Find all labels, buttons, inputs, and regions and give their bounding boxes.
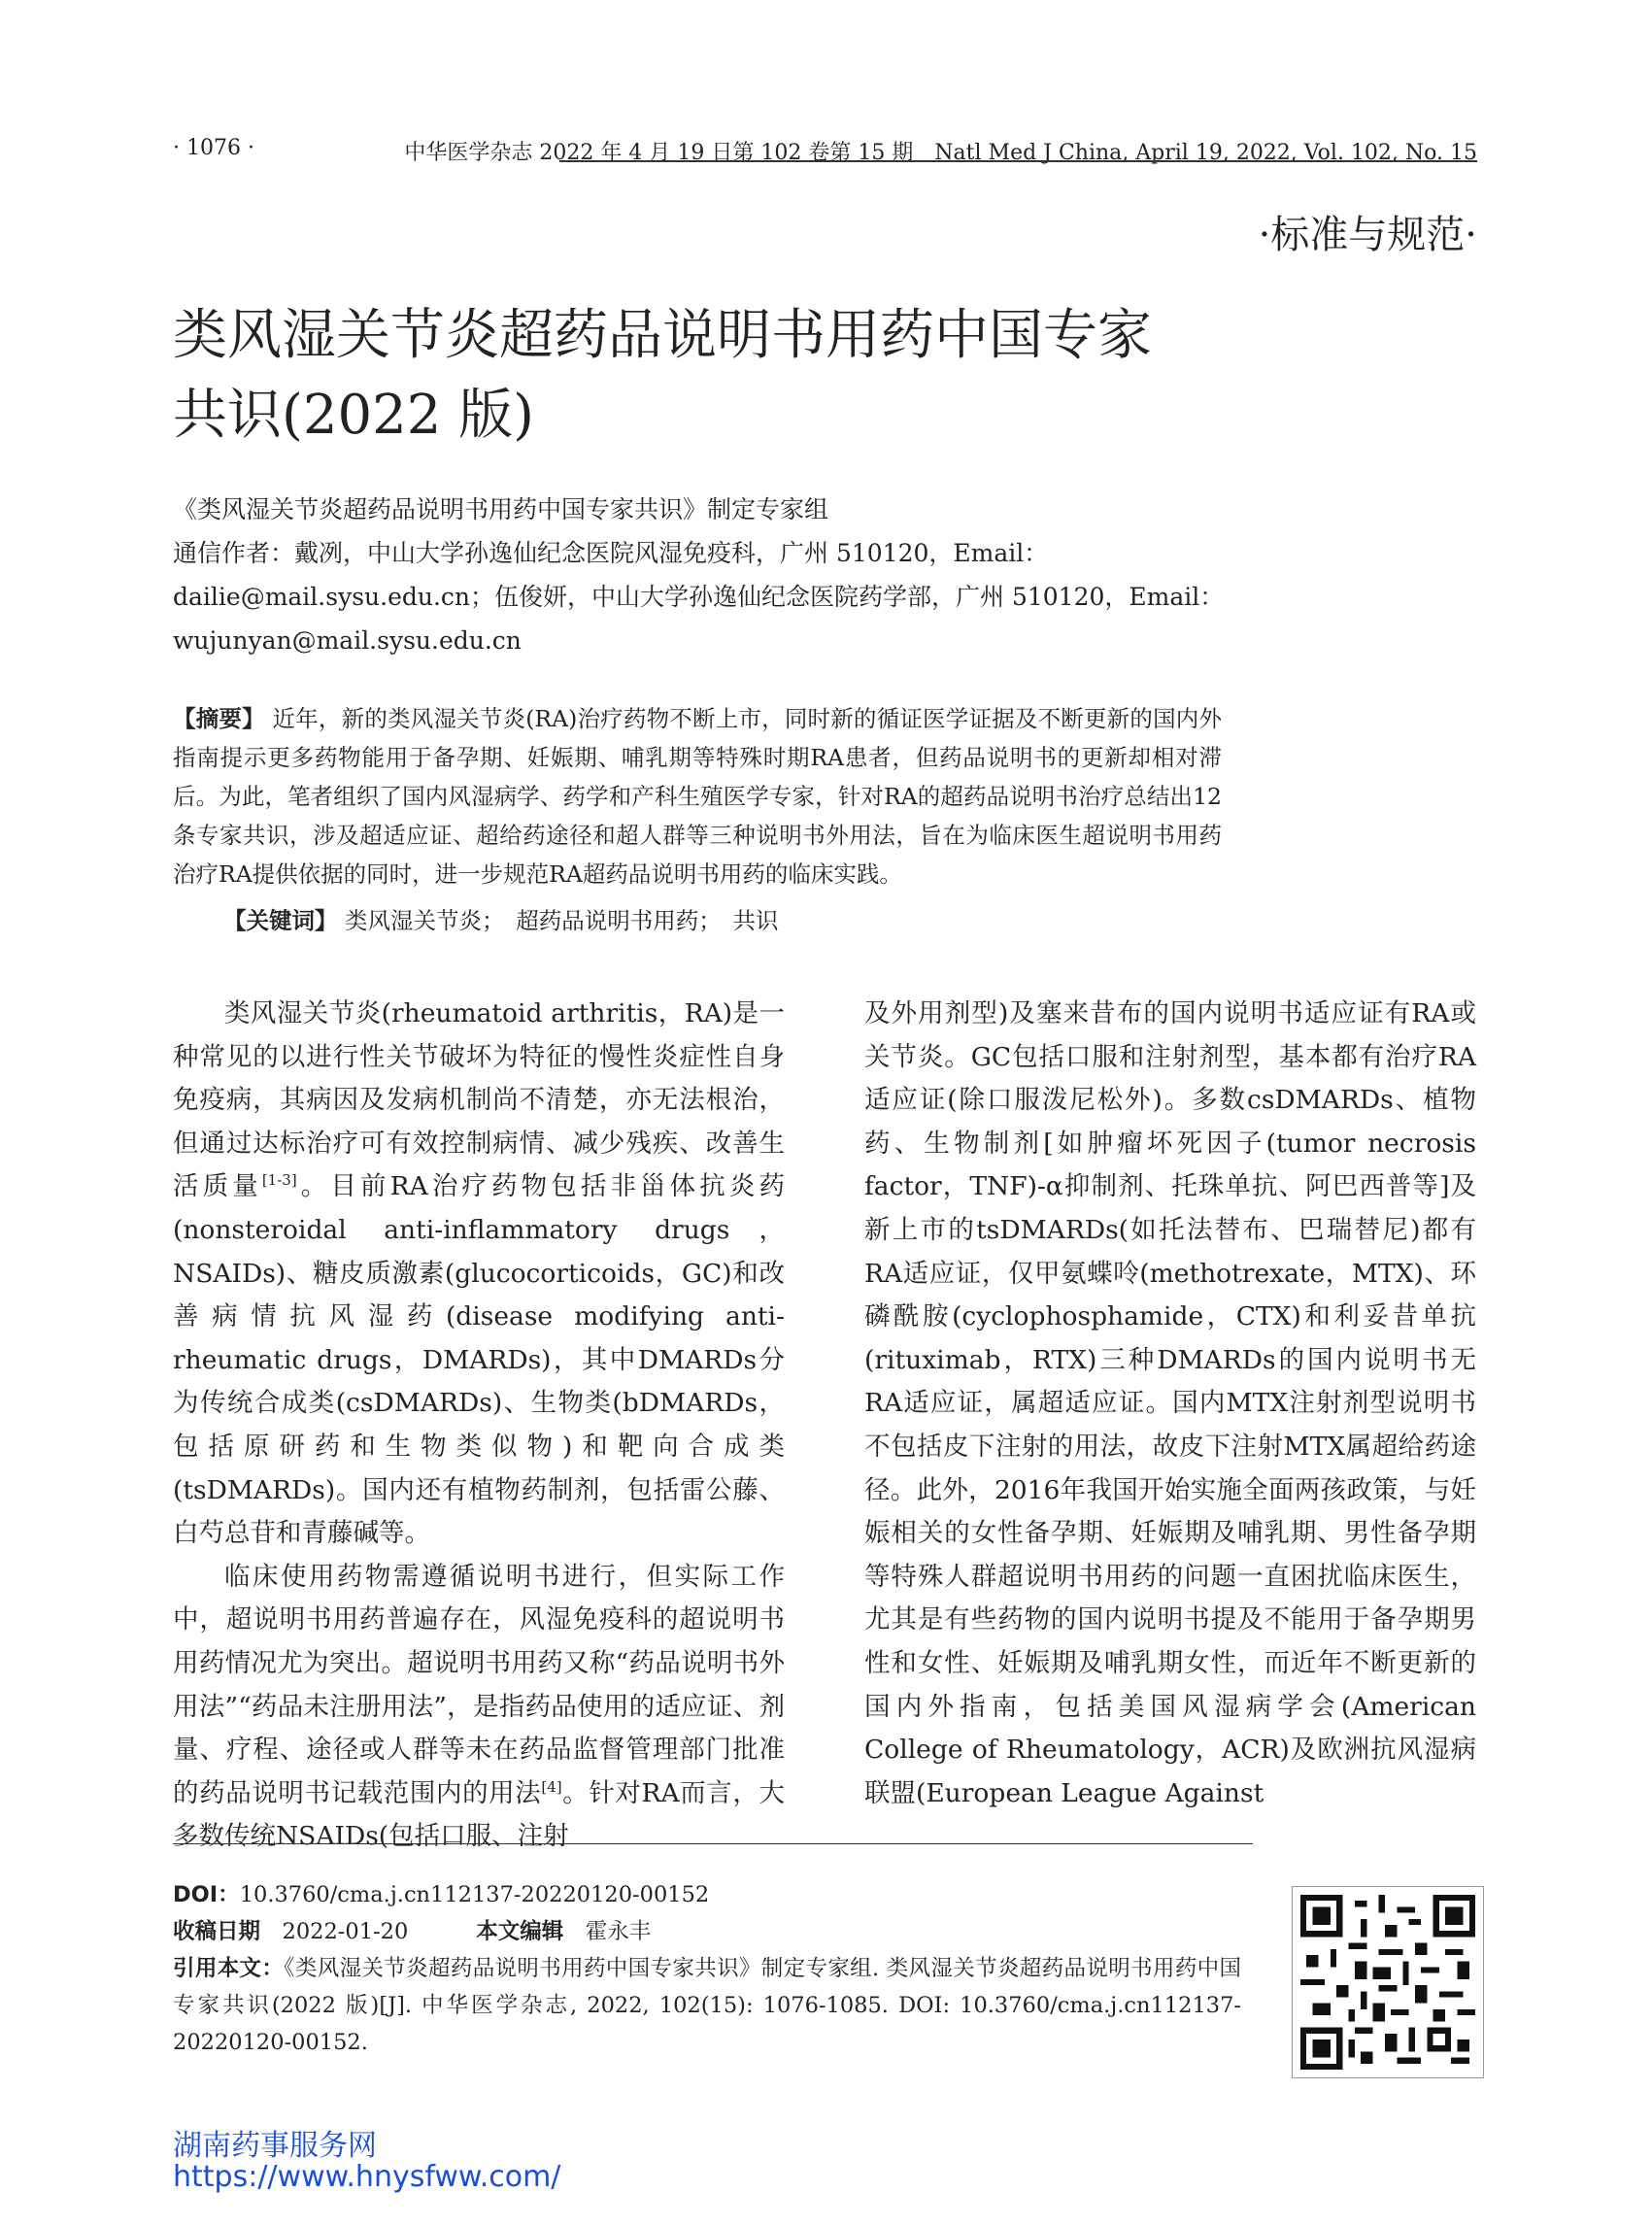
article-title (173, 296, 1241, 455)
keywords (223, 901, 778, 940)
header-rule (559, 160, 1477, 162)
corresponding-author-line3: wujunyan@mail.sysu.edu.cn (173, 626, 522, 655)
cite-label: 引用本文： (173, 1956, 285, 1981)
footnote-block (173, 1876, 1241, 2061)
body-column-left (173, 993, 785, 1859)
body-text: 。目前RA治疗药物包括非甾体抗炎药(nonsteroidal anti-inflammatory drugs，NSAIDs)、糖皮质激素(glucocorticoids，GC)和改善病情抗风湿药(disease modifying anti-rheumatic drugs，DMARDs)，其中DMARDs分为传统合成类(csDMARDs)、生物类(bDMARDs，包括原研药和生物类似物)和靶向合成类(tsDMARDs)。国内还有植物药制剂，包括雷公藤、白芍总苷和青藤碱等。 (173, 1171, 786, 1549)
article-title-line2: 共识(2022 版) (173, 384, 535, 447)
body-text: 类风湿关节炎(rheumatoid arthritis，RA)是一种常见的以进行性关节破坏为特征的慢性炎症性自身免疫病，其病因及发病机制尚不清楚，亦无法根治，但通过达标治疗可有效控制病情、减少残疾、改善生活质量 (173, 998, 785, 1202)
abstract (173, 699, 1222, 893)
citation-row (173, 1950, 1241, 2061)
qr-code-icon[interactable] (1292, 1886, 1484, 2078)
body-paragraph (173, 993, 785, 1556)
received-row (173, 1913, 1241, 1950)
page-number: · 1076 · (173, 136, 254, 160)
body-paragraph: 及外用剂型)及塞来昔布的国内说明书适应证有RA或关节炎。GC包括口服和注射剂型，基本都有治疗RA适应证(除口服泼尼松外)。多数csDMARDs、植物药、生物制剂[如肿瘤坏死因子(tumor necrosis factor，TNF)-α抑制剂、托珠单抗、阿巴西普等]及新上市的tsDMARDs(如托法替布、巴瑞替尼)都有RA适应证，仅甲氨蝶呤(methotrexate，MTX)、环磷酰胺(cyclophosphamide，CTX)和利妥昔单抗(rituximab，RTX)三种DMARDs的国内说明书无RA适应证，属超适应证。国内MTX注射剂型说明书不包括皮下注射的用法，故皮下注射MTX属超给药途径。此外，2016年我国开始实施全面两孩政策，与妊娠相关的女性备孕期、妊娠期及哺乳期、男性备孕期等特殊人群超说明书用药的问题一直困扰临床医生，尤其是有些药物的国内说明书提及不能用于备孕期男性和女性、妊娠期及哺乳期女性，而近年不断更新的国内外指南，包括美国风湿病学会(American College of Rheumatology，ACR)及欧洲抗风湿病联盟(European League Against (864, 998, 1476, 1808)
abstract-text: 近年，新的类风湿关节炎(RA)治疗药物不断上市，同时新的循证医学证据及不断更新的国内外指南提示更多药物能用于备孕期、妊娠期、哺乳期等特殊时期RA患者，但药品说明书的更新却相对滞后。为此，笔者组织了国内风湿病学、药学和产科生殖医学专家，针对RA的超药品说明书治疗总结出12条专家共识，涉及超适应证、超给药途径和超人群等三种说明书外用法，旨在为临床医生超说明书用药治疗RA提供依据的同时，进一步规范RA超药品说明书用药的临床实践。 (173, 705, 1223, 888)
watermark-title: 湖南药事服务网 (173, 2129, 377, 2163)
doi-value[interactable]: 10.3760/cma.j.cn112137-20220120-00152 (239, 1882, 710, 1907)
running-header: 中华医学杂志 2022 年 4 月 19 日第 102 卷第 15 期 Natl Med J China, April 19, 2022, Vol. 102, No. 15 (404, 141, 1477, 165)
keywords-text: 类风湿关节炎； 超药品说明书用药； 共识 (344, 907, 779, 934)
editor-label: 本文编辑 (476, 1919, 564, 1944)
received-date: 2022-01-20 (282, 1919, 409, 1944)
body-text: 。针对RA而言，大多数传统NSAIDs(包括口服、注射 (173, 1777, 785, 1852)
doi-row (173, 1876, 1241, 1913)
citation-ref[interactable]: [1-3] (261, 1171, 297, 1190)
citation-ref[interactable]: [4] (541, 1777, 562, 1796)
author-group: 《类风湿关节炎超药品说明书用药中国专家共识》制定专家组 (173, 495, 829, 523)
corresponding-author-line2: dailie@mail.sysu.edu.cn；伍俊妍，中山大学孙逸仙纪念医院药学部，广州 510120，Email： (173, 583, 1225, 611)
footnote-rule (173, 1843, 1253, 1844)
article-title-line1: 类风湿关节炎超药品说明书用药中国专家 (173, 304, 1152, 367)
abstract-label: 【摘要】 (173, 705, 265, 732)
cite-text: 《类风湿关节炎超药品说明书用药中国专家共识》制定专家组. 类风湿关节炎超药品说明书用药中国专家共识(2022 版)[J]. 中华医学杂志, 2022, 102(15): 1076-1085. DOI: 10.3760/cma.j.cn112137-20220120-00152. (173, 1956, 1241, 2055)
received-label: 收稿日期 (173, 1919, 261, 1944)
body-paragraph (173, 1556, 785, 1859)
keywords-label: 【关键词】 (223, 907, 338, 934)
body-text: 临床使用药物需遵循说明书进行，但实际工作中，超说明书用药普遍存在，风湿免疫科的超说明书用药情况尤为突出。超说明书用药又称“药品说明书外用法”“药品未注册用法”，是指药品使用的适应证、剂量、疗程、途径或人群等未在药品监督管理部门批准的药品说明书记载范围内的用法 (173, 1561, 785, 1808)
section-tag: ·标准与规范· (1258, 213, 1477, 257)
author-block (173, 488, 1479, 662)
body-column-right (864, 993, 1476, 1815)
doi-label: DOI： (173, 1882, 240, 1907)
watermark-url[interactable]: https://www.hnysfww.com/ (173, 2160, 561, 2194)
corresponding-author-line1: 通信作者：戴冽，中山大学孙逸仙纪念医院风湿免疫科，广州 510120，Email： (173, 539, 1049, 567)
editor-name: 霍永丰 (585, 1919, 652, 1944)
